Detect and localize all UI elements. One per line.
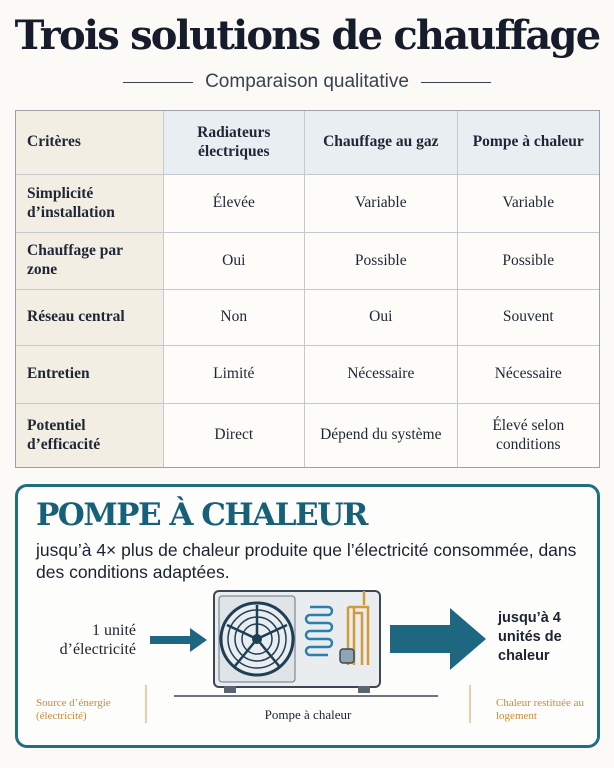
device-caption: Pompe à chaleur — [264, 707, 352, 722]
table-cell: Oui — [164, 233, 306, 289]
arrow-right-icon — [390, 608, 486, 670]
output-caption: Chaleur restituée au logement — [496, 697, 584, 722]
input-label: 1 unité d’électricité — [59, 622, 136, 658]
heat-pump-title: POMPE À CHALEUR — [36, 497, 367, 533]
header-criteria: Critères — [16, 111, 164, 174]
subtitle-row — [0, 68, 614, 96]
source-caption: Source d’énergie (électricité) — [36, 697, 111, 722]
table-row — [16, 175, 599, 233]
table-cell: Oui — [305, 290, 457, 345]
subtitle-rule-left — [123, 82, 193, 83]
table-cell: Nécessaire — [305, 346, 457, 403]
row-criterion: Réseau central — [16, 290, 164, 345]
table-row — [16, 346, 599, 404]
table-cell: Élevé selon conditions — [492, 416, 565, 453]
header-heat-pump: Pompe à chaleur — [458, 111, 600, 174]
table-cell: Direct — [164, 404, 306, 467]
outdoor-unit-icon — [214, 591, 380, 693]
table-row — [16, 290, 599, 346]
fan-icon — [221, 603, 293, 675]
row-criterion: Chauffage par zone — [16, 233, 164, 289]
row-criterion: Potentiel d’efficacité — [16, 404, 164, 467]
table-cell: Possible — [305, 233, 457, 289]
header-electric: Radiateurs électriques — [164, 111, 306, 174]
table-cell: Limité — [164, 346, 306, 403]
header-gas: Chauffage au gaz — [305, 111, 457, 174]
output-label: jusqu’à 4 unités de chaleur — [498, 610, 562, 664]
page-subtitle: Comparaison qualitative — [205, 71, 409, 92]
table-cell: Souvent — [502, 308, 554, 326]
table-cell: Possible — [502, 251, 555, 269]
subtitle-rule-right — [421, 82, 491, 83]
table-cell: Variable — [305, 175, 457, 232]
heat-pump-description: jusqu’à 4× plus de chaleur produite que l’électricité consommée, dans des conditions adaptées. — [36, 540, 577, 582]
table-cell: Dépend du système — [305, 404, 457, 467]
comparison-table — [15, 110, 600, 468]
table-row — [16, 404, 599, 467]
arrow-right-icon — [150, 628, 207, 652]
table-cell: Non — [164, 290, 306, 345]
row-criterion: Simplicité d’installation — [16, 175, 164, 232]
table-row — [16, 233, 599, 290]
table-header-row — [16, 111, 599, 175]
heat-pump-panel — [15, 484, 600, 748]
table-cell: Variable — [502, 194, 555, 212]
page-title: Trois solutions de chauffage — [14, 12, 600, 59]
table-cell: Élevée — [164, 175, 306, 232]
table-cell: Nécessaire — [494, 365, 562, 383]
row-criterion: Entretien — [16, 346, 164, 403]
